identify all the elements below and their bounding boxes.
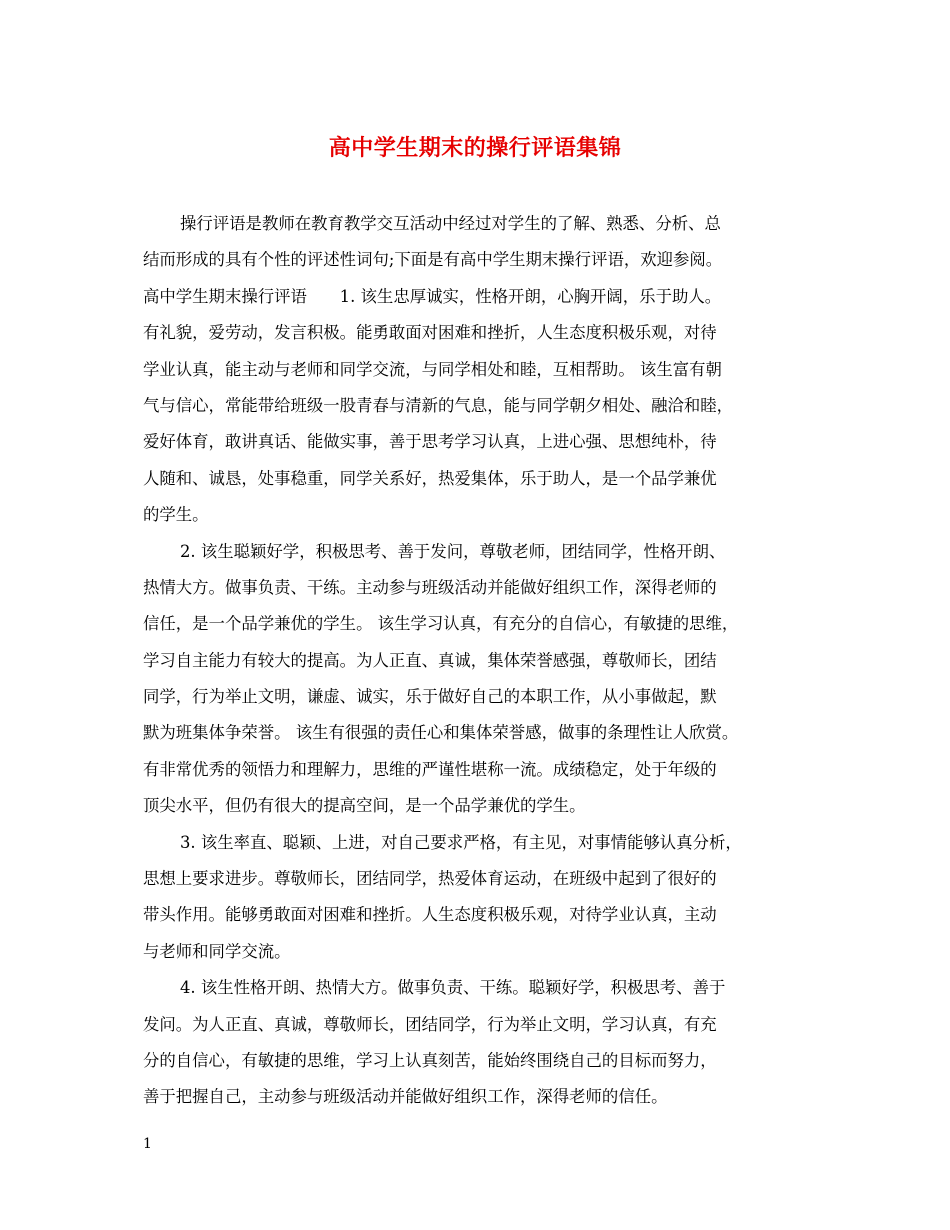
text-line: 人随和、诚恳，处事稳重，同学关系好，热爱集体，乐于助人，是一个品学兼优 <box>143 468 717 488</box>
text-line: 善于把握自己，主动参与班级活动并能做好组织工作，深得老师的信任。 <box>143 1087 668 1107</box>
text-line: 2. 该生聪颖好学，积极思考、善于发问，尊敬老师，团结同学，性格开朗、 <box>180 541 726 561</box>
text-line: 热情大方。做事负责、干练。主动参与班级活动并能做好组织工作，深得老师的 <box>143 577 717 597</box>
text-line: 与老师和同学交流。 <box>143 941 291 961</box>
text-line: 3. 该生率直、聪颖、上进，对自己要求严格，有主见，对事情能够认真分析， <box>180 832 742 852</box>
text-line: 操行评语是教师在教育教学交互活动中经过对学生的了解、熟悉、分析、总 <box>180 214 721 233</box>
text-line: 的学生。 <box>143 505 209 525</box>
document-body <box>143 206 811 1116</box>
text-line: 顶尖水平，但仍有很大的提高空间，是一个品学兼优的学生。 <box>143 796 586 816</box>
text-line: 有非常优秀的领悟力和理解力，思维的严谨性堪称一流。成绩稳定，处于年级的 <box>143 759 717 779</box>
text-line: 发问。为人正直、真诚，尊敬师长，团结同学，行为举止文明，学习认真，有充 <box>143 1014 717 1034</box>
text-line: 高中学生期末操行评语 1. 该生忠厚诚实，性格开朗，心胸开阔，乐于助人。 <box>143 286 722 306</box>
text-line: 结而形成的具有个性的评述性词句;下面是有高中学生期末操行评语，欢迎参阅。 <box>143 250 723 270</box>
text-line: 信任，是一个品学兼优的学生。 该生学习认真，有充分的自信心，有敏捷的思维， <box>143 614 739 634</box>
page-title: 高中学生期末的操行评语集锦 <box>328 135 622 161</box>
text-line: 学习自主能力有较大的提高。为人正直、真诚，集体荣誉感强，尊敬师长，团结 <box>143 650 717 670</box>
text-line: 学业认真，能主动与老师和同学交流，与同学相处和睦，互相帮助。 该生富有朝 <box>143 359 722 379</box>
text-line: 思想上要求进步。尊敬师长，团结同学，热爱体育运动，在班级中起到了很好的 <box>143 869 717 889</box>
text-line: 分的自信心，有敏捷的思维，学习上认真刻苦，能始终围绕自己的目标而努力， <box>143 1050 717 1070</box>
text-line: 带头作用。能够勇敢面对困难和挫折。人生态度积极乐观，对待学业认真，主动 <box>143 905 717 925</box>
text-line: 默为班集体争荣誉。 该生有很强的责任心和集体荣誉感，做事的条理性让人欣赏。 <box>143 723 739 743</box>
page-number: 1 <box>143 1136 152 1152</box>
text-line: 爱好体育，敢讲真话、能做实事，善于思考学习认真，上进心强、思想纯朴，待 <box>143 432 717 452</box>
text-line: 同学，行为举止文明，谦虚、诚实，乐于做好自己的本职工作，从小事做起，默 <box>143 687 717 707</box>
text-line: 气与信心，常能带给班级一股青春与清新的气息，能与同学朝夕相处、融洽和睦， <box>143 395 734 415</box>
text-line: 有礼貌，爱劳动，发言积极。能勇敢面对困难和挫折，人生态度积极乐观，对待 <box>143 323 717 343</box>
text-line: 4. 该生性格开朗、热情大方。做事负责、干练。聪颖好学，积极思考、善于 <box>180 978 726 998</box>
